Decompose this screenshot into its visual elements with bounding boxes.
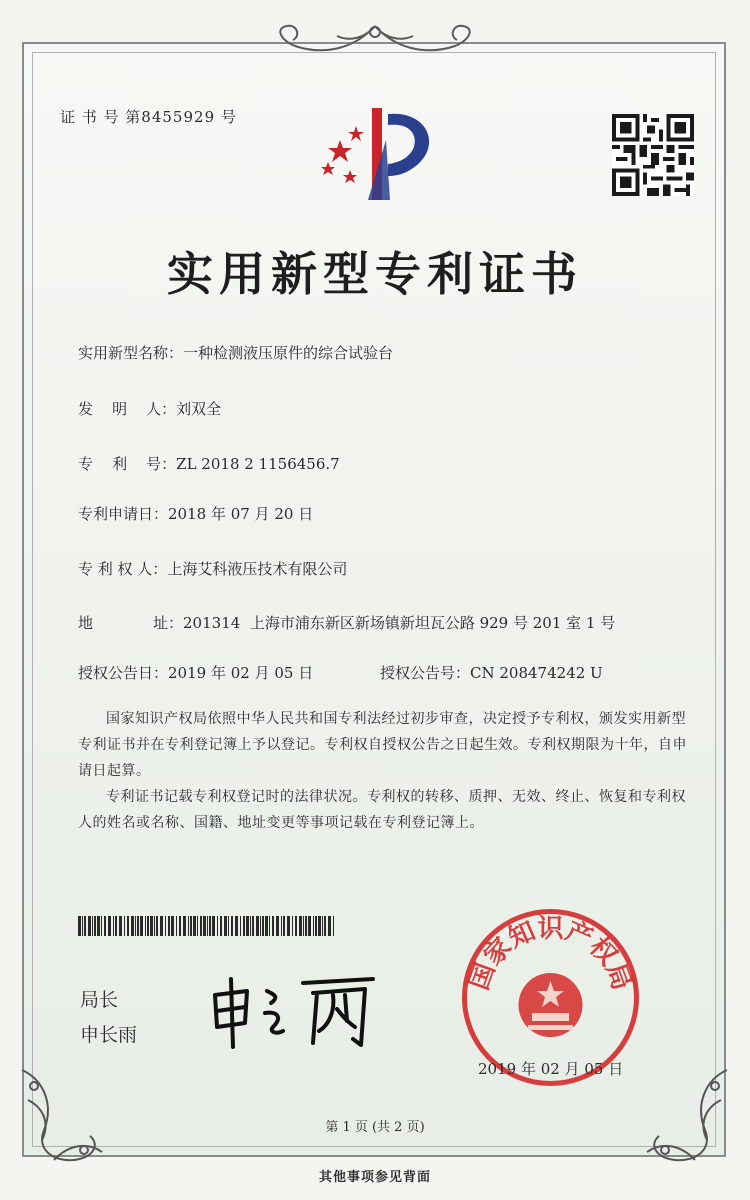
patent-number-row <box>78 453 340 474</box>
inventor-label: 发 明 人： <box>78 400 177 418</box>
patentee-value: 上海艾科液压技术有限公司 <box>167 560 348 578</box>
grant-statement-paragraph: 国家知识产权局依照中华人民共和国专利法经过初步审查，决定授予专利权，颁发实用新型专利证书并在专利登记簿上予以登记。专利权自授权公告之日起生效。专利权期限为十年，自申请日起算。 <box>78 711 687 779</box>
utility-model-name-label: 实用新型名称： <box>78 344 184 362</box>
patent-number-value: ZL 2018 2 1156456.7 <box>176 455 340 473</box>
footer-note: 其他事项参见背面 <box>318 1170 431 1185</box>
inventor-row <box>78 398 221 419</box>
director-signature-icon <box>205 965 380 1050</box>
patentee-label: 专 利 权 人： <box>78 560 168 578</box>
grant-date-value: 2019 年 02 月 05 日 <box>168 664 314 682</box>
inventor-value: 刘双全 <box>176 400 222 418</box>
grant-number-value: CN 208474242 U <box>470 664 603 682</box>
address-label-first: 地 <box>78 614 94 632</box>
grant-date-label: 授权公告日： <box>78 664 169 682</box>
filing-date-value: 2018 年 07 月 20 日 <box>168 505 314 523</box>
top-ornament-icon <box>255 18 495 64</box>
patentee-row <box>78 558 347 579</box>
certificate-number: 证 书 号 第8455929 号 <box>60 108 237 126</box>
utility-model-name-value: 一种检测液压原件的综合试验台 <box>183 344 394 362</box>
address-row <box>78 612 615 633</box>
seal-text: 国家知识产权局 <box>464 914 637 995</box>
qr-code-icon <box>612 114 694 196</box>
bottom-left-ornament-icon <box>14 1060 109 1170</box>
director-name: 申长雨 <box>80 1024 138 1046</box>
filing-date-row <box>78 503 313 524</box>
utility-model-name-row <box>78 342 393 363</box>
grant-number-row <box>380 662 603 683</box>
grant-date-row <box>78 662 313 683</box>
patent-number-label: 专 利 号： <box>78 455 177 473</box>
address-value: 201314 上海市浦东新区新场镇新坦瓦公路 929 号 201 室 1 号 <box>183 614 616 632</box>
barcode-icon <box>78 916 340 936</box>
address-label-second: 址： <box>153 614 184 632</box>
seal-date: 2019 年 02 月 05 日 <box>478 1060 624 1078</box>
legal-status-paragraph: 专利证书记载专利权登记时的法律状况。专利权的转移、质押、无效、终止、恢复和专利权人的姓名或名称、国籍、地址变更等事项记载在专利登记簿上。 <box>78 789 686 831</box>
filing-date-label: 专利申请日： <box>78 505 169 523</box>
grant-number-label: 授权公告号： <box>380 664 471 682</box>
patent-office-emblem-icon <box>310 100 450 210</box>
bottom-right-ornament-icon <box>640 1060 735 1170</box>
certificate-title: 实用新型专利证书 <box>167 247 583 301</box>
page-number: 第 1 页 (共 2 页) <box>325 1120 425 1135</box>
director-title: 局长 <box>80 989 119 1011</box>
